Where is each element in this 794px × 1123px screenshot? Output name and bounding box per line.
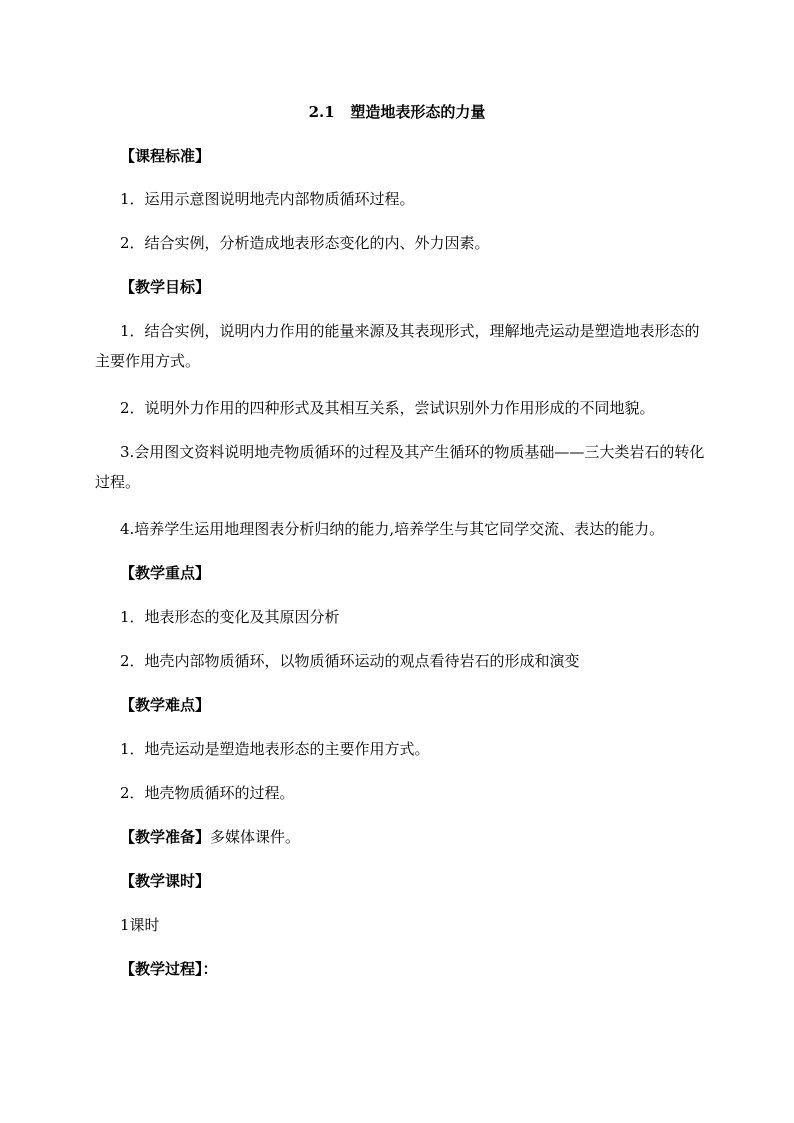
goal-item: 3.会用图文资料说明地壳物质循环的过程及其产生循环的物质基础——三大类岩石的转化过程。 bbox=[95, 443, 705, 491]
section-heading-process: 【教学过程】： bbox=[120, 960, 218, 978]
section-heading-prep: 【教学准备】 bbox=[120, 828, 211, 846]
goal-item: 4.培养学生运用地理图表分析归纳的能力,培养学生与其它同学交流、表达的能力。 bbox=[120, 520, 665, 538]
key-item: 2．地壳内部物质循环，以物质循环运动的观点看待岩石的形成和演变 bbox=[120, 652, 580, 670]
section-heading-difficulty: 【教学难点】 bbox=[120, 696, 211, 714]
section-heading-standard: 【课程标准】 bbox=[120, 147, 211, 165]
standard-item: 2．结合实例，分析造成地表形态变化的内、外力因素。 bbox=[120, 234, 490, 252]
prep-line bbox=[120, 827, 300, 847]
section-heading-hours: 【教学课时】 bbox=[120, 872, 211, 890]
prep-text: 多媒体课件。 bbox=[210, 828, 301, 846]
standard-item: 1．运用示意图说明地壳内部物质循环过程。 bbox=[120, 190, 415, 208]
section-heading-goals: 【教学目标】 bbox=[120, 278, 211, 296]
difficulty-item: 2．地壳物质循环的过程。 bbox=[120, 784, 295, 802]
page-title: 2.1 塑造地表形态的力量 bbox=[308, 103, 486, 121]
difficulty-item: 1．地壳运动是塑造地表形态的主要作用方式。 bbox=[120, 740, 430, 758]
section-heading-key: 【教学重点】 bbox=[120, 564, 211, 582]
goal-item: 2．说明外力作用的四种形式及其相互关系，尝试识别外力作用形成的不同地貌。 bbox=[120, 399, 655, 417]
goal-item: 1．结合实例，说明内力作用的能量来源及其表现形式，理解地壳运动是塑造地表形态的主要作用方式。 bbox=[95, 322, 700, 370]
key-item: 1．地表形态的变化及其原因分析 bbox=[120, 608, 340, 626]
hours-text: 1课时 bbox=[120, 916, 160, 934]
